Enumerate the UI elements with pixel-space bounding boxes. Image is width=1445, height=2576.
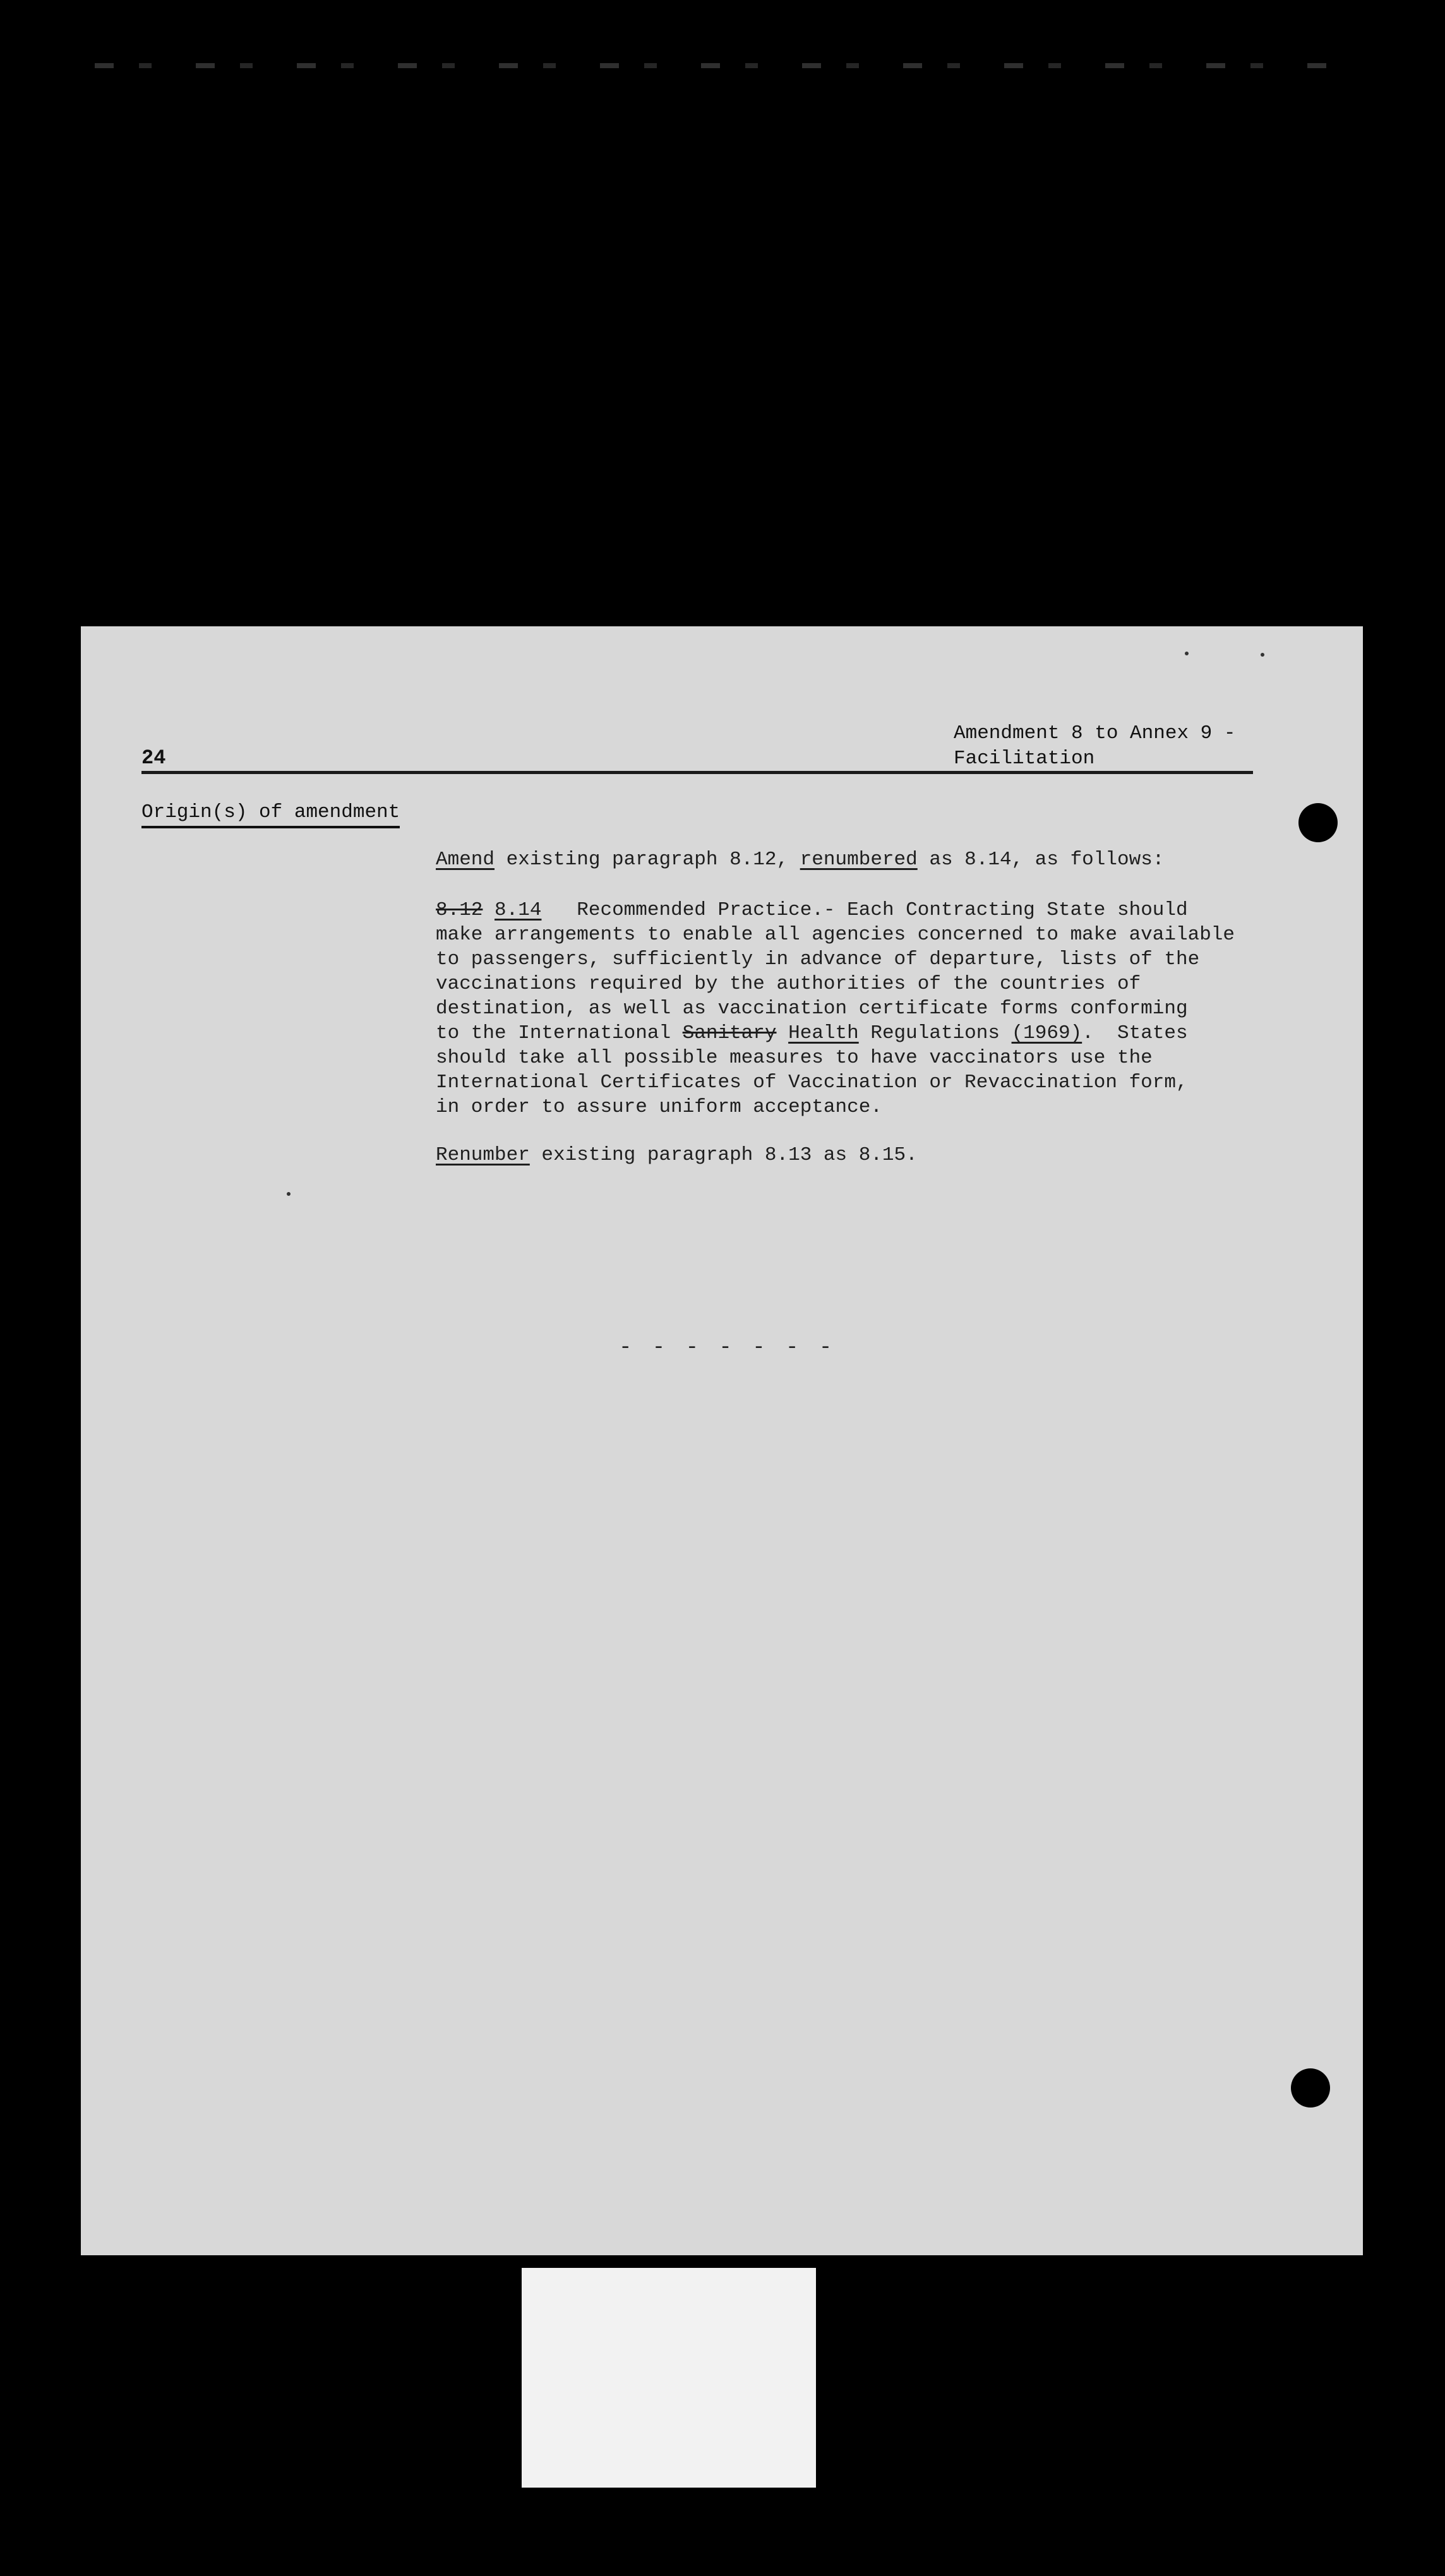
page-number: 24 xyxy=(141,746,166,770)
origin-heading: Origin(s) of amendment xyxy=(141,801,400,828)
rp-line4: vaccinations required by the authorities of the countries of xyxy=(436,973,1141,995)
paragraph-renumber xyxy=(436,1143,1345,1167)
rp-line6-a: to the International xyxy=(436,1022,683,1044)
speck xyxy=(287,1192,291,1196)
rp-line8: International Certificates of Vaccination or Revaccination form, xyxy=(436,1071,1188,1094)
running-head-line1: Amendment 8 to Annex 9 - xyxy=(954,722,1236,744)
new-paragraph-number: 8.14 xyxy=(495,899,542,921)
rp-line1-rest: Recommended Practice.- Each Contracting State should xyxy=(541,899,1188,921)
rp-line6 xyxy=(436,1021,1345,1046)
speck xyxy=(1185,652,1189,655)
header-rule xyxy=(141,771,1253,774)
rp-line5: destination, as well as vaccination certificate forms conforming xyxy=(436,998,1188,1020)
rp-line9: in order to assure uniform acceptance. xyxy=(436,1096,882,1118)
year-inserted: (1969) xyxy=(1011,1022,1082,1044)
rp-line6-space xyxy=(777,1022,789,1044)
speck xyxy=(1261,653,1264,657)
paragraph-recommended-practice xyxy=(436,898,1345,1119)
rp-line2: make arrangements to enable all agencies concerned to make available xyxy=(436,924,1235,946)
rp-line6-b: Regulations xyxy=(858,1022,1012,1044)
rp-line1 xyxy=(436,898,1345,922)
running-head-line2: Facilitation xyxy=(954,748,1095,770)
paragraph-amend-text-b: as 8.14, as follows: xyxy=(917,849,1165,871)
punch-hole-bottom xyxy=(1291,2068,1330,2108)
paragraph-amend-text-a: existing paragraph 8.12, xyxy=(495,849,800,871)
rp-line6-c: . States xyxy=(1082,1022,1188,1044)
running-head xyxy=(954,721,1235,772)
rp-line7: should take all possible measures to have vaccinators use the xyxy=(436,1047,1153,1069)
rp-line3: to passengers, sufficiently in advance of departure, lists of the xyxy=(436,948,1200,970)
punch-hole-top xyxy=(1298,803,1338,842)
renumber-keyword: Renumber xyxy=(436,1144,530,1166)
document-page xyxy=(81,626,1363,2255)
paragraph-amend xyxy=(436,847,1345,872)
film-tab xyxy=(522,2268,816,2488)
end-divider: - - - - - - - xyxy=(619,1336,836,1360)
paragraph-renumber-text: existing paragraph 8.13 as 8.15. xyxy=(529,1144,918,1166)
health-inserted: Health xyxy=(788,1022,859,1044)
amend-keyword: Amend xyxy=(436,849,495,871)
film-edge-noise xyxy=(95,63,1326,68)
old-paragraph-number: 8.12 xyxy=(436,899,483,921)
renumbered-keyword: renumbered xyxy=(800,849,918,871)
sanitary-struck: Sanitary xyxy=(682,1022,777,1044)
